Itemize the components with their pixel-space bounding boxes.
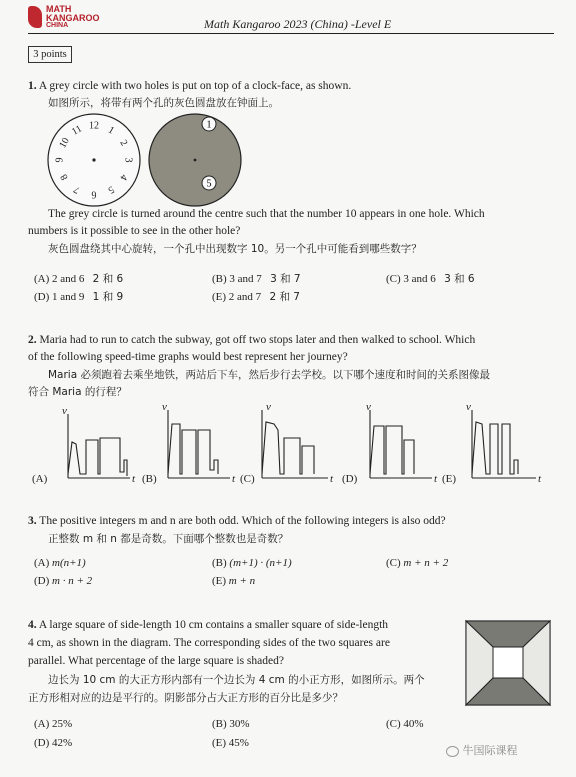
clock-number: 1 — [106, 124, 116, 137]
q4-option-e[interactable]: (E) 45% — [212, 737, 249, 749]
q3-option-d[interactable]: (D) m · n + 2 — [34, 575, 93, 587]
graph-e-t-axis: t — [538, 473, 542, 485]
logo — [28, 4, 108, 32]
logo-mark-icon — [28, 6, 42, 28]
watermark-text: 牛国际课程 — [462, 744, 518, 757]
q1-en-text: A grey circle with two holes is put on top of a clock-face, as shown. — [38, 80, 352, 92]
q1-cn-text2: 灰色圆盘绕其中心旋转，一个孔中出现数字 10。另一个孔中可能看到哪些数字？ — [48, 243, 422, 255]
q4-cn-line-2: 正方形相对应的边是平行的。阴影部分占大正方形的百分比是多少？ — [28, 692, 343, 704]
graph-label-c[interactable]: (C) — [240, 473, 255, 485]
clock-number: 7 — [72, 183, 82, 196]
q1-option-d[interactable]: (D) 1 and 9 1 和 9 — [34, 291, 124, 303]
q3-option-c[interactable]: (C) m + n + 2 — [386, 557, 449, 569]
clock-number: 2 — [117, 138, 130, 148]
graph-e-v-axis: v — [466, 401, 471, 413]
graph-d — [370, 410, 432, 478]
q4-cn-line-1: 边长为 10 cm 的大正方形内部有一个边长为 4 cm 的小正方形，如图所示。两个 — [48, 674, 425, 686]
q1-cn-text: 如图所示，将带有两个孔的灰色圆盘放在钟面上。 — [48, 97, 279, 109]
graph-a — [68, 414, 130, 478]
q2-en-text-a: Maria had to run to catch the subway, got off two stops later and then walked to school. Which — [39, 334, 476, 346]
graph-b-t-axis: t — [232, 473, 236, 485]
graph-d-v-axis: v — [366, 401, 371, 413]
q1-text — [28, 79, 351, 93]
q4-option-b[interactable]: (B) 30% — [212, 718, 250, 730]
graph-d-t-axis: t — [434, 473, 438, 485]
graph-b — [168, 410, 230, 478]
graph-label-b[interactable]: (B) — [142, 473, 157, 485]
clock-number: 11 — [70, 123, 84, 138]
q1-option-e[interactable]: (E) 2 and 7 2 和 7 — [212, 291, 300, 303]
q4-option-d[interactable]: (D) 42% — [34, 737, 73, 749]
q1-text2a: The grey circle is turned around the centre such that the number 10 appears in one hole. Which — [48, 208, 485, 220]
q3-text — [28, 514, 446, 528]
graph-c-v-axis: v — [266, 401, 271, 413]
q2-cn-text-a: Maria 必须跑着去乘坐地铁，两站后下车，然后步行去学校。以下哪个速度和时间的关系图像最 — [48, 369, 490, 381]
q1-text2b: numbers is it possible to see in the other hole? — [28, 225, 241, 237]
q3-option-a[interactable]: (A) m(n+1) — [34, 557, 86, 569]
q4-en-line-1: A large square of side-length 10 cm contains a smaller square of side-length — [38, 619, 389, 631]
q3-en-text: The positive integers m and n are both odd. Which of the following integers is also odd? — [39, 515, 446, 527]
clock-number: 6 — [91, 188, 97, 200]
logo-text-kangaroo: KANGAROO — [46, 13, 100, 23]
clock-number: 10 — [57, 135, 72, 151]
q3-number: 3. — [28, 515, 37, 527]
graph-b-v-axis: v — [162, 401, 167, 413]
graph-e — [472, 410, 536, 478]
q4-option-a[interactable]: (A) 25% — [34, 718, 73, 730]
clock-number: 4 — [117, 172, 130, 182]
q3-cn-text: 正整数 m 和 n 都是奇数。下面哪个整数也是奇数？ — [48, 533, 289, 545]
page-title: Math Kangaroo 2023 (China) -Level E — [204, 17, 392, 31]
q1-option-b[interactable]: (B) 3 and 7 3 和 7 — [212, 273, 301, 285]
header-divider — [28, 33, 554, 34]
speed-time-graphs — [30, 400, 550, 492]
q2-number: 2. — [28, 334, 37, 346]
q1-number: 1. — [28, 80, 37, 92]
q4-number: 4. — [28, 619, 37, 631]
graph-label-e[interactable]: (E) — [442, 473, 457, 485]
q4-option-c[interactable]: (C) 40% — [386, 718, 424, 730]
q2-text-b: of the following speed-time graphs would best represent her journey? — [28, 351, 348, 363]
squares-diagram — [465, 620, 551, 706]
q1-option-c[interactable]: (C) 3 and 6 3 和 6 — [386, 273, 475, 285]
points-label: 3 points — [28, 46, 72, 63]
hole-top-number: 1 — [206, 119, 212, 131]
hole-bottom-number: 5 — [206, 178, 212, 190]
clock-face-diagram — [46, 112, 142, 208]
graph-c — [262, 410, 328, 478]
logo-text-math: MATH — [46, 4, 72, 14]
q2-text-a — [28, 333, 475, 347]
watermark — [446, 742, 518, 758]
grey-disc-diagram — [147, 112, 243, 208]
q1-option-a[interactable]: (A) 2 and 6 2 和 6 — [34, 273, 124, 285]
clock-number: 9 — [54, 157, 66, 163]
graph-c-t-axis: t — [330, 473, 334, 485]
wechat-icon — [446, 746, 459, 757]
q4-line-3: parallel. What percentage of the large square is shaded? — [28, 655, 284, 667]
clock-number: 5 — [106, 183, 116, 196]
q4-line-1 — [28, 618, 388, 632]
q3-option-b[interactable]: (B) (m+1) · (n+1) — [212, 557, 292, 569]
logo-text-china: CHINA — [46, 22, 69, 29]
clock-number: 12 — [89, 120, 99, 132]
q2-cn-text-b: 符合 Maria 的行程？ — [28, 386, 127, 398]
graph-a-v-axis: v — [62, 405, 67, 417]
q4-line-2: 4 cm, as shown in the diagram. The corresponding sides of the two squares are — [28, 637, 390, 649]
clock-number: 3 — [122, 157, 134, 163]
q3-option-e[interactable]: (E) m + n — [212, 575, 256, 587]
graph-a-t-axis: t — [132, 473, 136, 485]
graph-label-d[interactable]: (D) — [342, 473, 358, 485]
clock-number: 8 — [58, 172, 71, 182]
graph-label-a[interactable]: (A) — [32, 473, 48, 485]
